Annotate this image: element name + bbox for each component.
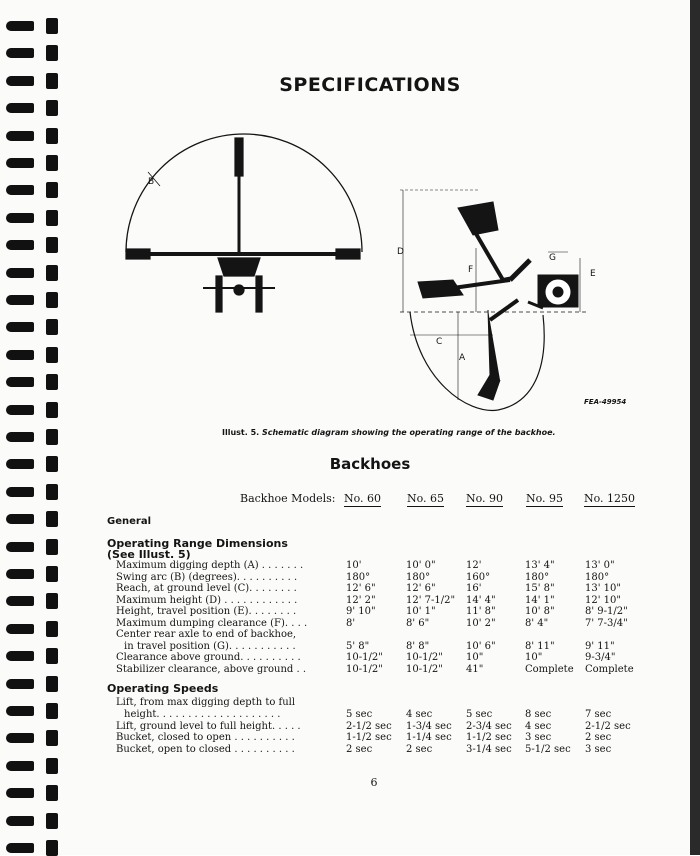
operating-range-side-view — [400, 190, 588, 410]
table-row — [0, 721, 700, 733]
row-value: 180° — [346, 571, 371, 583]
table-row — [0, 560, 700, 572]
binding-coil — [6, 265, 60, 281]
row-value: 4 sec — [525, 720, 552, 732]
binding-coil — [6, 484, 60, 500]
row-value: 2-1/2 sec — [585, 720, 631, 732]
binding-coil — [6, 182, 60, 198]
figure-label-e: E — [590, 269, 596, 279]
table-row — [0, 709, 700, 721]
row-value: 13' 0" — [585, 560, 615, 571]
row-value: 13' 4" — [525, 560, 555, 571]
binding-coil — [6, 128, 60, 144]
row-value: 5' 8" — [346, 640, 370, 652]
row-value: 15' 8" — [525, 583, 555, 594]
binding-coil — [6, 292, 60, 308]
binding-coil — [6, 511, 60, 527]
caption-prefix: Illust. 5. — [222, 428, 260, 437]
table-row — [0, 572, 700, 584]
page-number: 6 — [370, 776, 378, 789]
figure-code: FEA-49954 — [584, 398, 627, 406]
row-value: 12' 2" — [346, 594, 376, 606]
binding-coil — [6, 374, 60, 390]
row-label: Center rear axle to end of backhoe, — [116, 629, 297, 640]
model-header: No. 1250 — [584, 492, 636, 505]
binding-coil — [6, 402, 60, 418]
row-value: 10' 2" — [466, 617, 496, 629]
table-row — [0, 641, 700, 653]
model-header: No. 95 — [526, 492, 564, 505]
table-row — [0, 629, 700, 641]
table-row — [0, 618, 700, 630]
figure-label-c: C — [436, 337, 443, 347]
row-value: 10' 8" — [525, 606, 555, 617]
row-value: 10' 0" — [406, 560, 436, 571]
row-value: 11' 8" — [466, 606, 496, 617]
row-value: 12' 6" — [346, 583, 376, 594]
row-value: 8' 6" — [406, 617, 430, 629]
row-value: 10' 1" — [406, 606, 436, 617]
row-value: 1-3/4 sec — [406, 720, 452, 732]
row-label: Height, travel position (E). . . . . . . . — [116, 606, 297, 617]
binding-coil — [6, 347, 60, 363]
row-value: 2 sec — [585, 732, 612, 744]
row-label: Bucket, open to closed . . . . . . . . . . — [116, 744, 295, 756]
row-value: 5-1/2 sec — [525, 744, 571, 756]
row-value: 12' 6" — [406, 583, 436, 594]
row-label: height. . . . . . . . . . . . . . . . . . . . — [124, 708, 281, 720]
row-value: 10' 6" — [466, 640, 496, 652]
row-value: 2-1/2 sec — [346, 720, 392, 732]
operating-range-subheading: (See Illust. 5) — [107, 548, 191, 561]
row-value: Complete — [525, 663, 574, 675]
row-value: Complete — [585, 663, 634, 675]
row-value: 8 sec — [525, 708, 552, 720]
section-title: Backhoes — [329, 455, 411, 473]
row-value: 12' — [466, 560, 482, 571]
row-value: 10" — [525, 652, 543, 663]
table-row — [0, 664, 700, 676]
model-header: No. 60 — [344, 492, 382, 505]
row-value: 10-1/2" — [346, 652, 383, 663]
row-value: 180° — [525, 571, 550, 583]
row-value: 9' 10" — [346, 606, 376, 617]
binding-coil — [6, 237, 60, 253]
row-value: 41" — [466, 663, 484, 675]
row-label: Clearance above ground. . . . . . . . . . — [116, 652, 301, 663]
caption-text: Schematic diagram showing the operating range of the backhoe. — [261, 428, 556, 437]
row-value: 10-1/2" — [346, 663, 383, 675]
table-row — [0, 732, 700, 744]
row-value: 9-3/4" — [585, 652, 616, 663]
row-value: 1-1/4 sec — [406, 732, 452, 744]
row-value: 3 sec — [585, 744, 612, 756]
table-row — [0, 595, 700, 607]
row-label: in travel position (G). . . . . . . . . . . — [124, 640, 296, 652]
row-value: 12' 10" — [585, 594, 621, 606]
row-value: 1-1/2 sec — [466, 732, 512, 744]
row-value: 160° — [466, 571, 491, 583]
figure-label-d: D — [397, 247, 404, 257]
row-value: 14' 1" — [525, 594, 555, 606]
figure-label-b: B — [148, 177, 155, 187]
binding-coil — [6, 319, 60, 335]
binding-coil — [6, 539, 60, 555]
row-value: 10' — [346, 560, 362, 571]
binding-coil — [6, 758, 60, 774]
row-value: 180° — [585, 571, 610, 583]
row-value: 4 sec — [406, 708, 433, 720]
binding-coil — [6, 45, 60, 61]
row-value: 5 sec — [346, 708, 373, 720]
backhoe-schematic-figure — [118, 130, 613, 415]
row-value: 2 sec — [346, 744, 373, 756]
operating-speeds-heading: Operating Speeds — [107, 682, 219, 695]
row-value: 8' 11" — [525, 640, 555, 652]
table-row — [0, 697, 700, 709]
row-value: 8' 8" — [406, 640, 430, 652]
model-header: No. 90 — [466, 492, 504, 505]
general-heading: General — [107, 516, 151, 527]
table-row — [0, 744, 700, 756]
binding-coil — [6, 429, 60, 445]
row-value: 1-1/2 sec — [346, 732, 392, 744]
page-title: SPECIFICATIONS — [279, 74, 461, 96]
row-label: Maximum height (D) . . . . . . . . . . . . — [116, 594, 298, 606]
binding-coil — [6, 210, 60, 226]
row-label: Lift, ground level to full height. . . . . — [116, 720, 301, 732]
row-value: 16' — [466, 583, 482, 594]
row-value: 8' 9-1/2" — [585, 606, 628, 617]
binding-coil — [6, 100, 60, 116]
binding-coil — [6, 155, 60, 171]
row-label: Bucket, closed to open . . . . . . . . . . — [116, 732, 295, 744]
row-value: 14' 4" — [466, 594, 496, 606]
row-label: Maximum dumping clearance (F). . . . — [116, 617, 308, 629]
row-value: 10-1/2" — [406, 663, 443, 675]
figure-label-a: A — [459, 353, 466, 363]
row-value: 5 sec — [466, 708, 493, 720]
row-value: 13' 10" — [585, 583, 621, 594]
models-label: Backhoe Models: — [240, 492, 336, 505]
row-label: Maximum digging depth (A) . . . . . . . — [116, 560, 304, 571]
row-value: 8' 4" — [525, 617, 549, 629]
figure-label-g: G — [549, 253, 556, 263]
table-row — [0, 583, 700, 595]
row-label: Swing arc (B) (degrees). . . . . . . . . . — [116, 571, 298, 583]
row-value: 7 sec — [585, 708, 612, 720]
row-value: 8' — [346, 617, 356, 629]
row-value: 180° — [406, 571, 431, 583]
model-header: No. 65 — [407, 492, 445, 505]
row-value: 3 sec — [525, 732, 552, 744]
swing-arc-diagram — [126, 134, 362, 312]
operating-range-heading: Operating Range Dimensions — [107, 537, 288, 550]
figure-caption — [222, 428, 556, 437]
row-value: 3-1/4 sec — [466, 744, 512, 756]
binding-coil — [6, 676, 60, 692]
table-row — [0, 606, 700, 618]
binding-coil — [6, 840, 60, 856]
row-value: 2-3/4 sec — [466, 720, 512, 732]
row-label: Lift, from max digging depth to full — [116, 697, 296, 708]
binding-coil — [6, 18, 60, 34]
row-value: 10-1/2" — [406, 652, 443, 663]
binding-coil — [6, 813, 60, 829]
table-row — [0, 652, 700, 664]
row-value: 9' 11" — [585, 640, 615, 652]
row-label: Stabilizer clearance, above ground . . — [116, 663, 307, 675]
row-value: 7' 7-3/4" — [585, 617, 628, 629]
row-value: 10" — [466, 652, 484, 663]
row-label: Reach, at ground level (C). . . . . . . . — [116, 583, 297, 594]
figure-label-f: F — [468, 265, 474, 275]
row-value: 12' 7-1/2" — [406, 594, 456, 606]
row-value: 2 sec — [406, 744, 433, 756]
